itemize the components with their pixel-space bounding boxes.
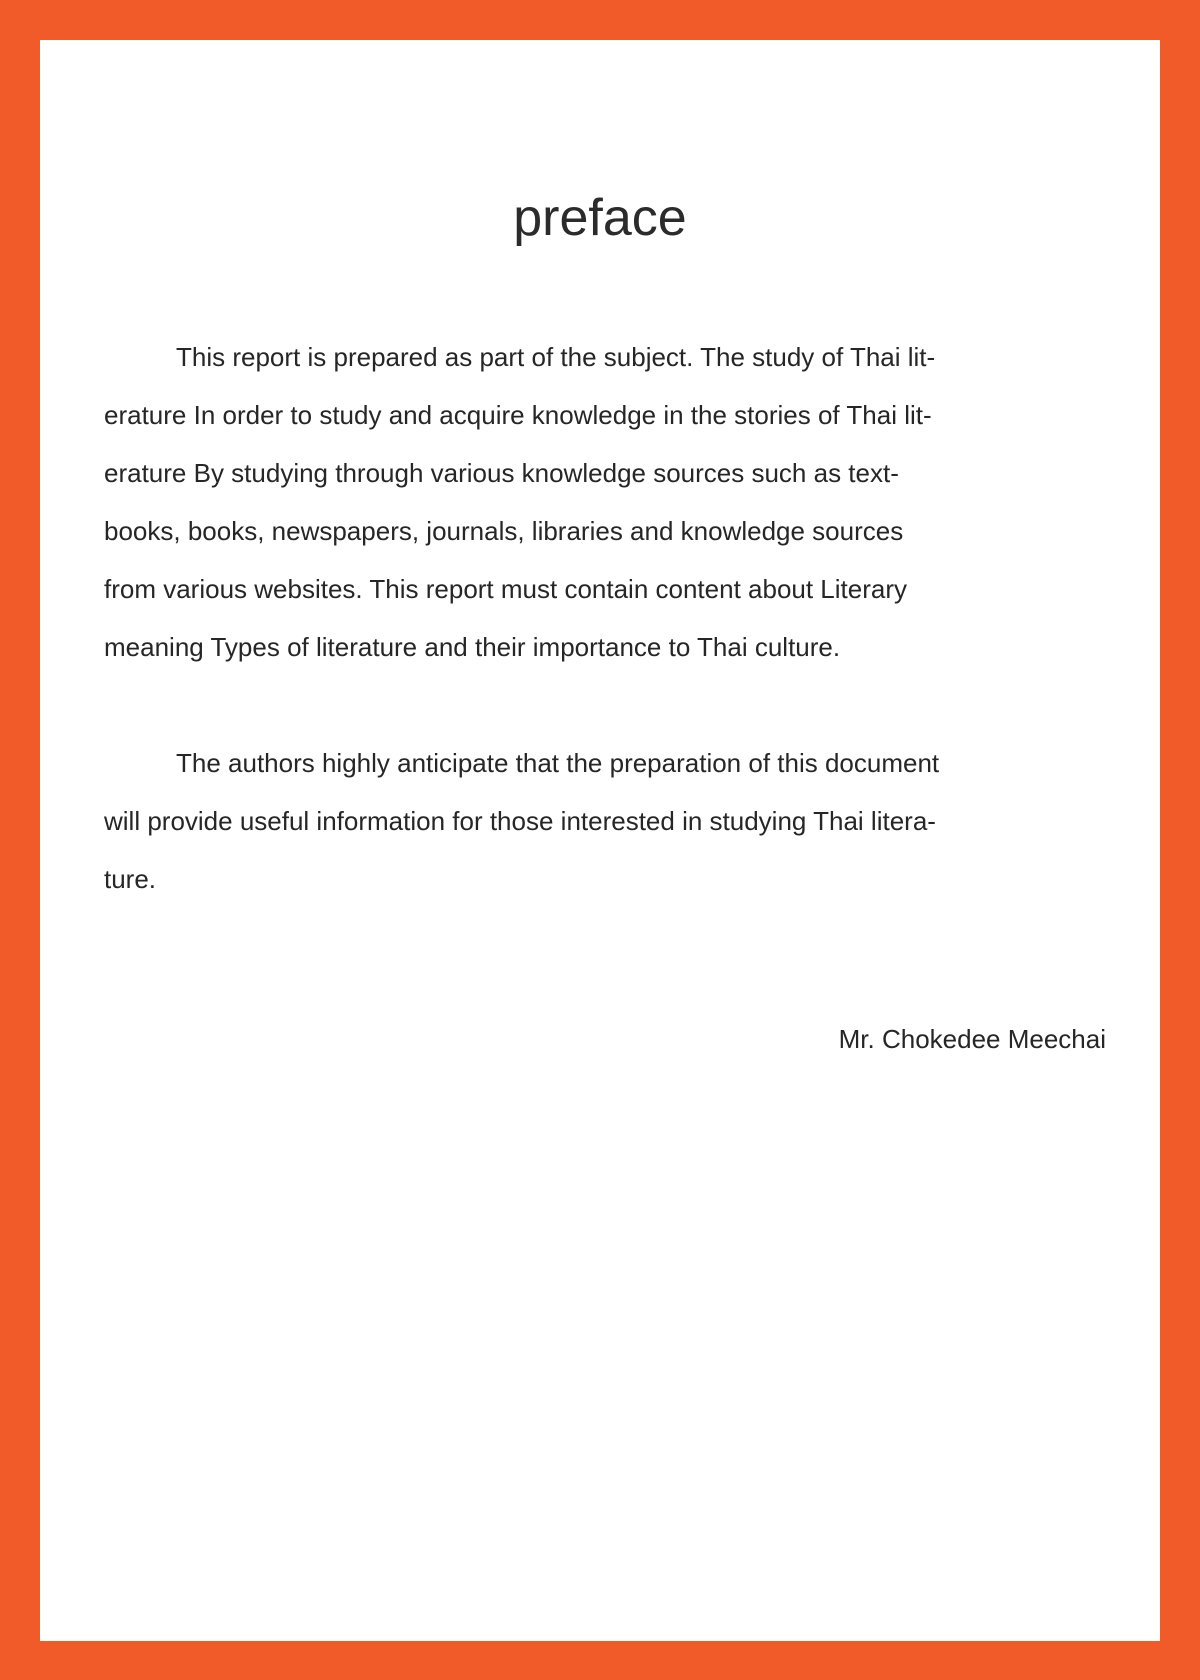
- paragraph-line: erature By studying through various knowledge sources such as text-: [104, 458, 899, 488]
- paragraph-line: ture.: [104, 864, 157, 894]
- paragraph-line: will provide useful information for those interested in studying Thai litera-: [104, 806, 936, 836]
- paragraph-line: from various websites. This report must contain content about Literary: [104, 574, 908, 604]
- page-frame: [40, 40, 1160, 1641]
- preface-paragraph-1: [104, 328, 1146, 676]
- paragraph-line: This report is prepared as part of the subject. The study of Thai lit-: [176, 342, 936, 372]
- author-signature: Mr. Chokedee Meechai: [838, 1024, 1106, 1054]
- page-title: preface: [513, 189, 687, 247]
- paragraph-line: books, books, newspapers, journals, libraries and knowledge sources: [104, 516, 904, 546]
- paragraph-line: meaning Types of literature and their importance to Thai culture.: [104, 632, 841, 662]
- paragraph-line: erature In order to study and acquire knowledge in the stories of Thai lit-: [104, 400, 932, 430]
- preface-paragraph-2: [104, 734, 1146, 908]
- paragraph-line: The authors highly anticipate that the preparation of this document: [176, 748, 940, 778]
